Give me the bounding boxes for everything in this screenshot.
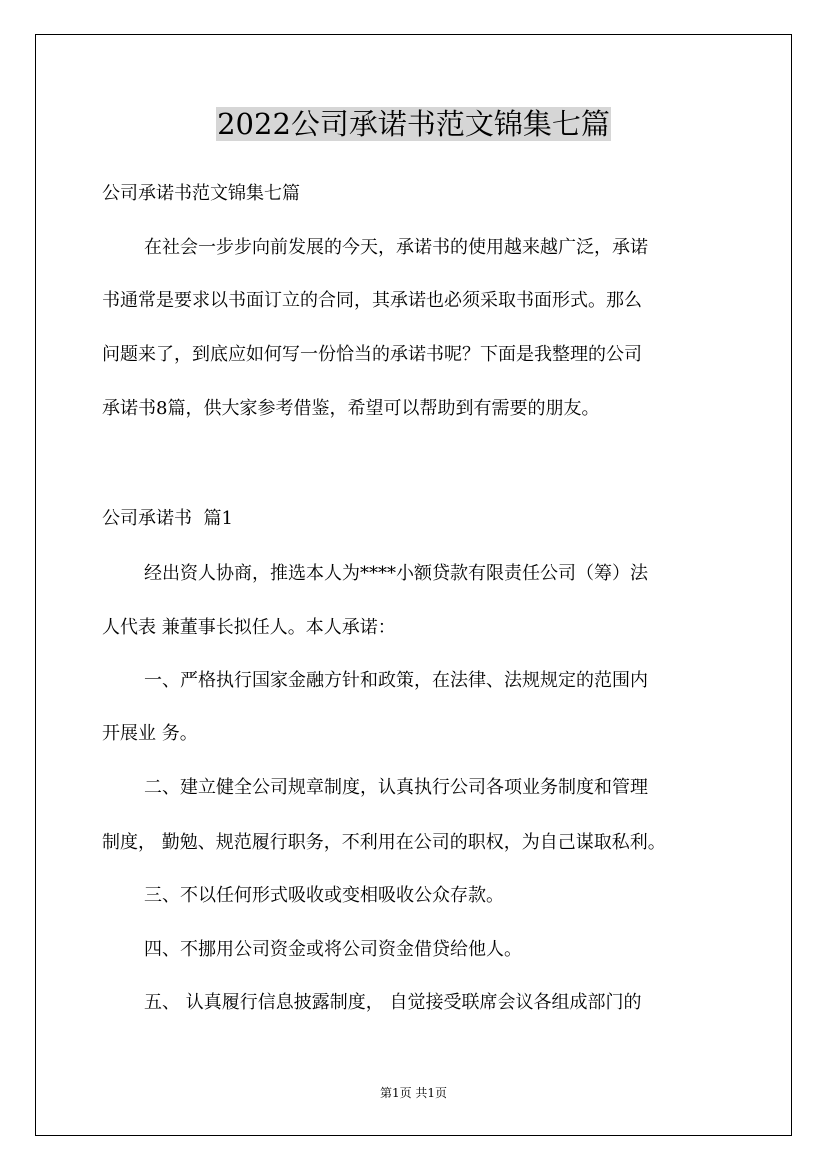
page-footer: 第1页 共1页 [379,1086,448,1100]
intro-line: 问题来了，到底应如何写一份恰当的承诺书呢？下面是我整理的公司 [102,344,642,365]
body-line: 三、不以任何形式吸收或变相吸收公众存款。 [144,885,504,906]
intro-line: 书通常是要求以书面订立的合同，其承诺也必须采取书面形式。那么 [102,290,642,311]
body-line: 四、不挪用公司资金或将公司资金借贷给他人。 [144,939,522,960]
body-line: 五、 认真履行信息披露制度， 自觉接受联席会议各组成部门的 [144,992,642,1013]
body-line: 一、严格执行国家金融方针和政策，在法律、法规规定的范围内 [144,670,648,691]
intro-line: 在社会一步步向前发展的今天，承诺书的使用越来越广泛，承诺 [144,237,648,258]
body-line: 人代表 兼董事长拟任人。本人承诺： [102,617,396,638]
body-line: 经出资人协商，推选本人为****小额贷款有限责任公司（筹）法 [144,563,648,584]
body-line: 制度， 勤勉、规范履行职务，不利用在公司的职权，为自己谋取私利。 [102,832,666,853]
body-line: 开展业 务。 [102,723,198,744]
section-heading: 公司承诺书 篇1 [102,508,233,529]
body-line: 二、建立健全公司规章制度，认真执行公司各项业务制度和管理 [144,777,648,798]
subtitle: 公司承诺书范文锦集七篇 [102,183,300,204]
intro-line: 承诺书8篇，供大家参考借鉴，希望可以帮助到有需要的朋友。 [102,398,600,419]
document-title: 2022公司承诺书范文锦集七篇 [217,107,610,141]
